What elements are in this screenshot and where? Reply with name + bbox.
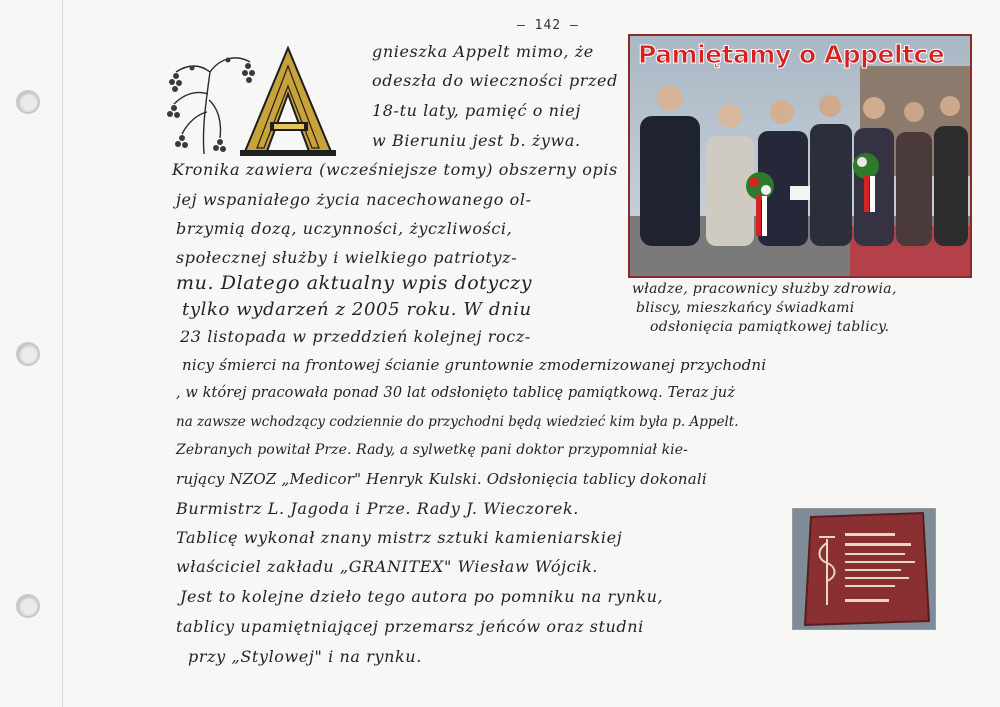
ceremony-crowd-image	[630, 36, 970, 276]
photo-headline: Pamiętamy o Appeltce	[638, 40, 945, 69]
text-line: jej wspaniałego życia nacechowanego ol-	[176, 190, 532, 209]
text-line: Tablicę wykonał znany mistrz sztuki kamieniarskiej	[176, 528, 623, 547]
text-line: przy „Stylowej" i na rynku.	[188, 647, 422, 666]
text-line: na zawsze wchodzący codziennie do przychodni będą wiedzieć kim była p. Appelt.	[176, 414, 739, 430]
text-line: społecznej służby i wielkiego patriotyz-	[176, 248, 518, 267]
photo-caption-line: bliscy, mieszkańcy świadkami	[636, 300, 855, 316]
text-line: tylko wydarzeń z 2005 roku. W dniu	[182, 299, 532, 320]
text-line: tablicy upamiętniającej przemarsz jeńców oraz studni	[176, 617, 644, 636]
text-line: Jest to kolejne dzieło tego autora po pomniku na rynku,	[180, 587, 664, 606]
text-line: w Bieruniu jest b. żywa.	[372, 131, 581, 150]
text-line: Zebranych powitał Prze. Rady, a sylwetkę pani doktor przypomniał kie-	[176, 442, 688, 458]
text-line: , w której pracowała ponad 30 lat odsłonięto tablicę pamiątkową. Teraz już	[176, 385, 735, 401]
text-line: Kronika zawiera (wcześniejsze tomy) obszerny opis	[172, 160, 618, 179]
plaque-photo	[792, 508, 936, 630]
memorial-plaque-image	[793, 509, 935, 629]
binder-hole	[16, 342, 40, 366]
text-line: odeszła do wieczności przed	[372, 71, 618, 90]
page-number: — 142 —	[517, 18, 579, 33]
binder-hole	[16, 594, 40, 618]
binder-hole	[16, 90, 40, 114]
newspaper-photo	[628, 34, 972, 278]
text-line: właściciel zakładu „GRANITEX" Wiesław Wójcik.	[176, 557, 598, 576]
page-margin-line	[62, 0, 63, 707]
text-line: gnieszka Appelt mimo, że	[372, 42, 594, 61]
text-line: rujący NZOZ „Medicor" Henryk Kulski. Odsłonięcia tablicy dokonali	[176, 470, 707, 488]
photo-caption-line: odsłonięcia pamiątkowej tablicy.	[650, 319, 890, 335]
text-line: nicy śmierci na frontowej ścianie gruntownie zmodernizowanej przychodni	[182, 356, 767, 374]
text-line: brzymią dozą, uczynności, życzliwości,	[176, 219, 513, 238]
text-line: mu. Dlatego aktualny wpis dotyczy	[176, 272, 533, 294]
text-line: 23 listopada w przeddzień kolejnej rocz-	[180, 327, 531, 346]
decorative-initial	[162, 42, 338, 158]
ornament-branch-icon	[162, 42, 338, 158]
photo-caption-line: władze, pracownicy służby zdrowia,	[632, 281, 897, 297]
text-line: Burmistrz L. Jagoda i Prze. Rady J. Wieczorek.	[176, 499, 579, 518]
text-line: 18-tu laty, pamięć o niej	[372, 101, 581, 120]
